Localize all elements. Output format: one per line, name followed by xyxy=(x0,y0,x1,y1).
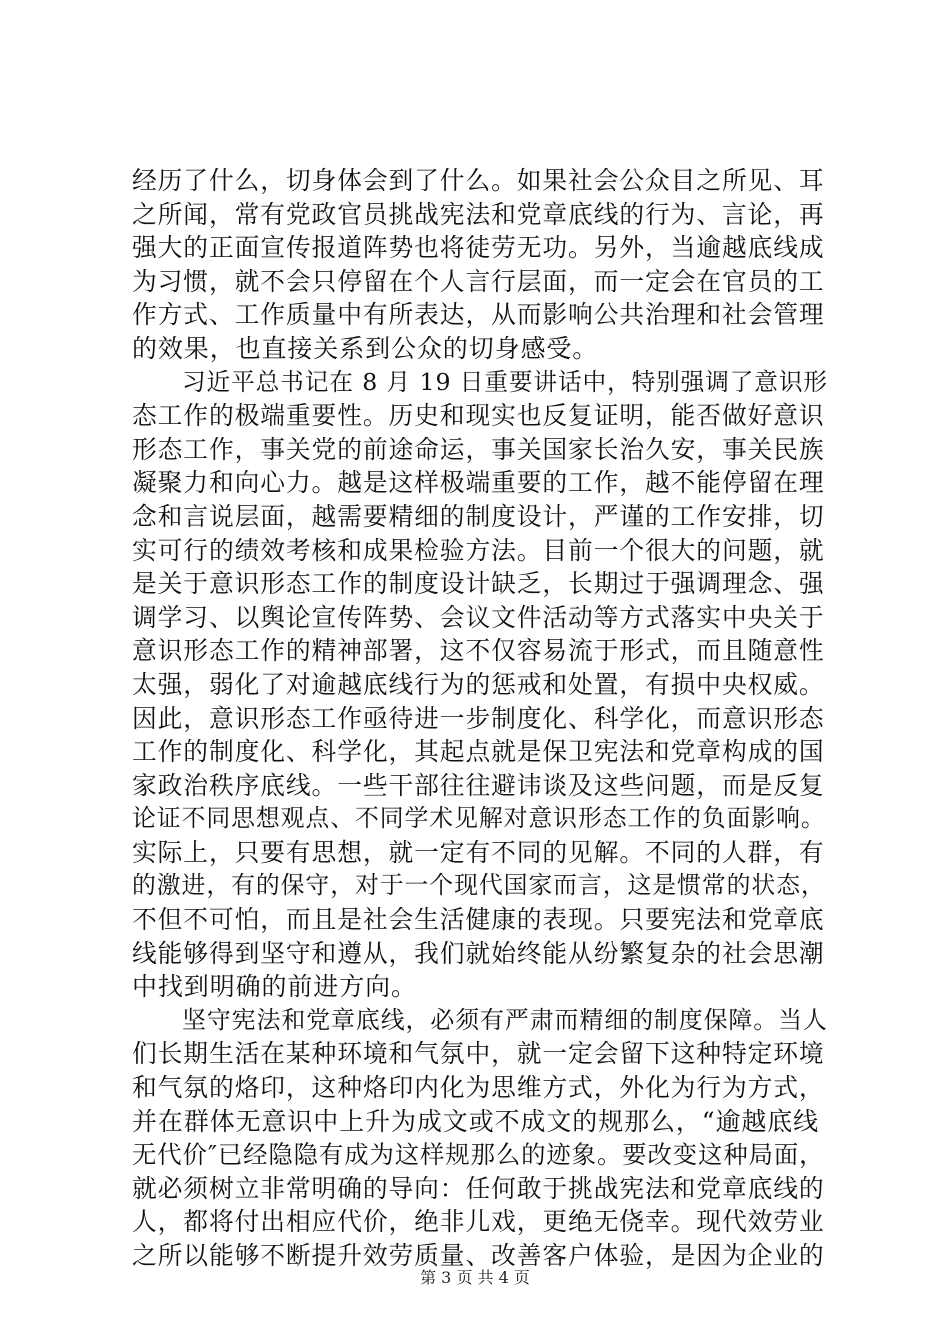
text-line: 强大的正面宣传报道阵势也将徒劳无功。另外，当逾越底线成 xyxy=(132,233,825,263)
text-line: 之所以能够不断提升效劳质量、改善客户体验，是因为企业的 xyxy=(132,1241,825,1270)
text-line: 实际上，只要有思想，就一定有不同的见解。不同的人群，有 xyxy=(132,837,825,867)
text-line: 实可行的绩效考核和成果检验方法。目前一个很大的问题，就 xyxy=(132,535,825,565)
text-line: 线能够得到坚守和遵从，我们就始终能从纷繁复杂的社会思潮 xyxy=(132,938,825,968)
text-line: 调学习、以舆论宣传阵势、会议文件活动等方式落实中央关于 xyxy=(132,602,825,632)
text-line: 凝聚力和向心力。越是这样极端重要的工作，越不能停留在理 xyxy=(132,468,825,498)
text-line: 并在群体无意识中上升为成文或不成文的规那么，“逾越底线 xyxy=(132,1106,820,1136)
text-line: 家政治秩序底线。一些干部往往避讳谈及这些问题，而是反复 xyxy=(132,770,825,800)
text-line: 是关于意识形态工作的制度设计缺乏，长期过于强调理念、强 xyxy=(132,569,825,599)
text-line: 无代价″已经隐隐有成为这样规那么的迹象。要改变这种局面， xyxy=(132,1140,825,1170)
text-line: 形态工作，事关党的前途命运，事关国家长治久安，事关民族 xyxy=(132,434,825,464)
text-line: 们长期生活在某种环境和气氛中，就一定会留下这种特定环境 xyxy=(132,1039,825,1069)
text-line: 的效果，也直接关系到公众的切身感受。 xyxy=(132,333,599,363)
text-line: 坚守宪法和党章底线，必须有严肃而精细的制度保障。当人 xyxy=(182,1005,828,1034)
text-line: 不但不可怕，而且是社会生活健康的表现。只要宪法和党章底 xyxy=(132,905,825,935)
text-line: 太强，弱化了对逾越底线行为的惩戒和处置，有损中央权威。 xyxy=(132,669,825,699)
text-line: 为习惯，就不会只停留在个人言行层面，而一定会在官员的工 xyxy=(132,266,825,296)
text-line: 论证不同思想观点、不同学术见解对意识形态工作的负面影响。 xyxy=(132,804,826,833)
text-line: 之所闻，常有党政官员挑战宪法和党章底线的行为、言论，再 xyxy=(132,199,825,229)
page-footer: 第 3 页 共 4 页 xyxy=(420,1268,530,1287)
text-line: 作方式、工作质量中有所表达，从而影响公共治理和社会管理 xyxy=(132,300,825,330)
text-line: 意识形态工作的精神部署，这不仅容易流于形式，而且随意性 xyxy=(132,636,825,666)
text-line: 的激进，有的保守，对于一个现代国家而言，这是惯常的状态， xyxy=(132,871,826,900)
text-line: 中找到明确的前进方向。 xyxy=(132,972,417,1002)
text-line: 人，都将付出相应代价，绝非儿戏，更绝无侥幸。现代效劳业 xyxy=(132,1207,825,1237)
text-line: 态工作的极端重要性。历史和现实也反复证明，能否做好意识 xyxy=(132,401,825,431)
text-line: 因此，意识形态工作亟待进一步制度化、科学化，而意识形态 xyxy=(132,703,825,733)
text-line: 念和言说层面，越需要精细的制度设计，严谨的工作安排，切 xyxy=(132,501,825,531)
body-text xyxy=(132,164,828,1273)
text-line: 工作的制度化、科学化，其起点就是保卫宪法和党章构成的国 xyxy=(132,737,825,767)
text-line: 和气氛的烙印，这种烙印内化为思维方式，外化为行为方式， xyxy=(132,1073,825,1103)
text-line: 习近平总书记在 8 月 19 日重要讲话中，特别强调了意识形 xyxy=(182,367,828,396)
text-line: 经历了什么，切身体会到了什么。如果社会公众目之所见、耳 xyxy=(132,166,825,195)
text-line: 就必须树立非常明确的导向：任何敢于挑战宪法和党章底线的 xyxy=(132,1173,825,1203)
